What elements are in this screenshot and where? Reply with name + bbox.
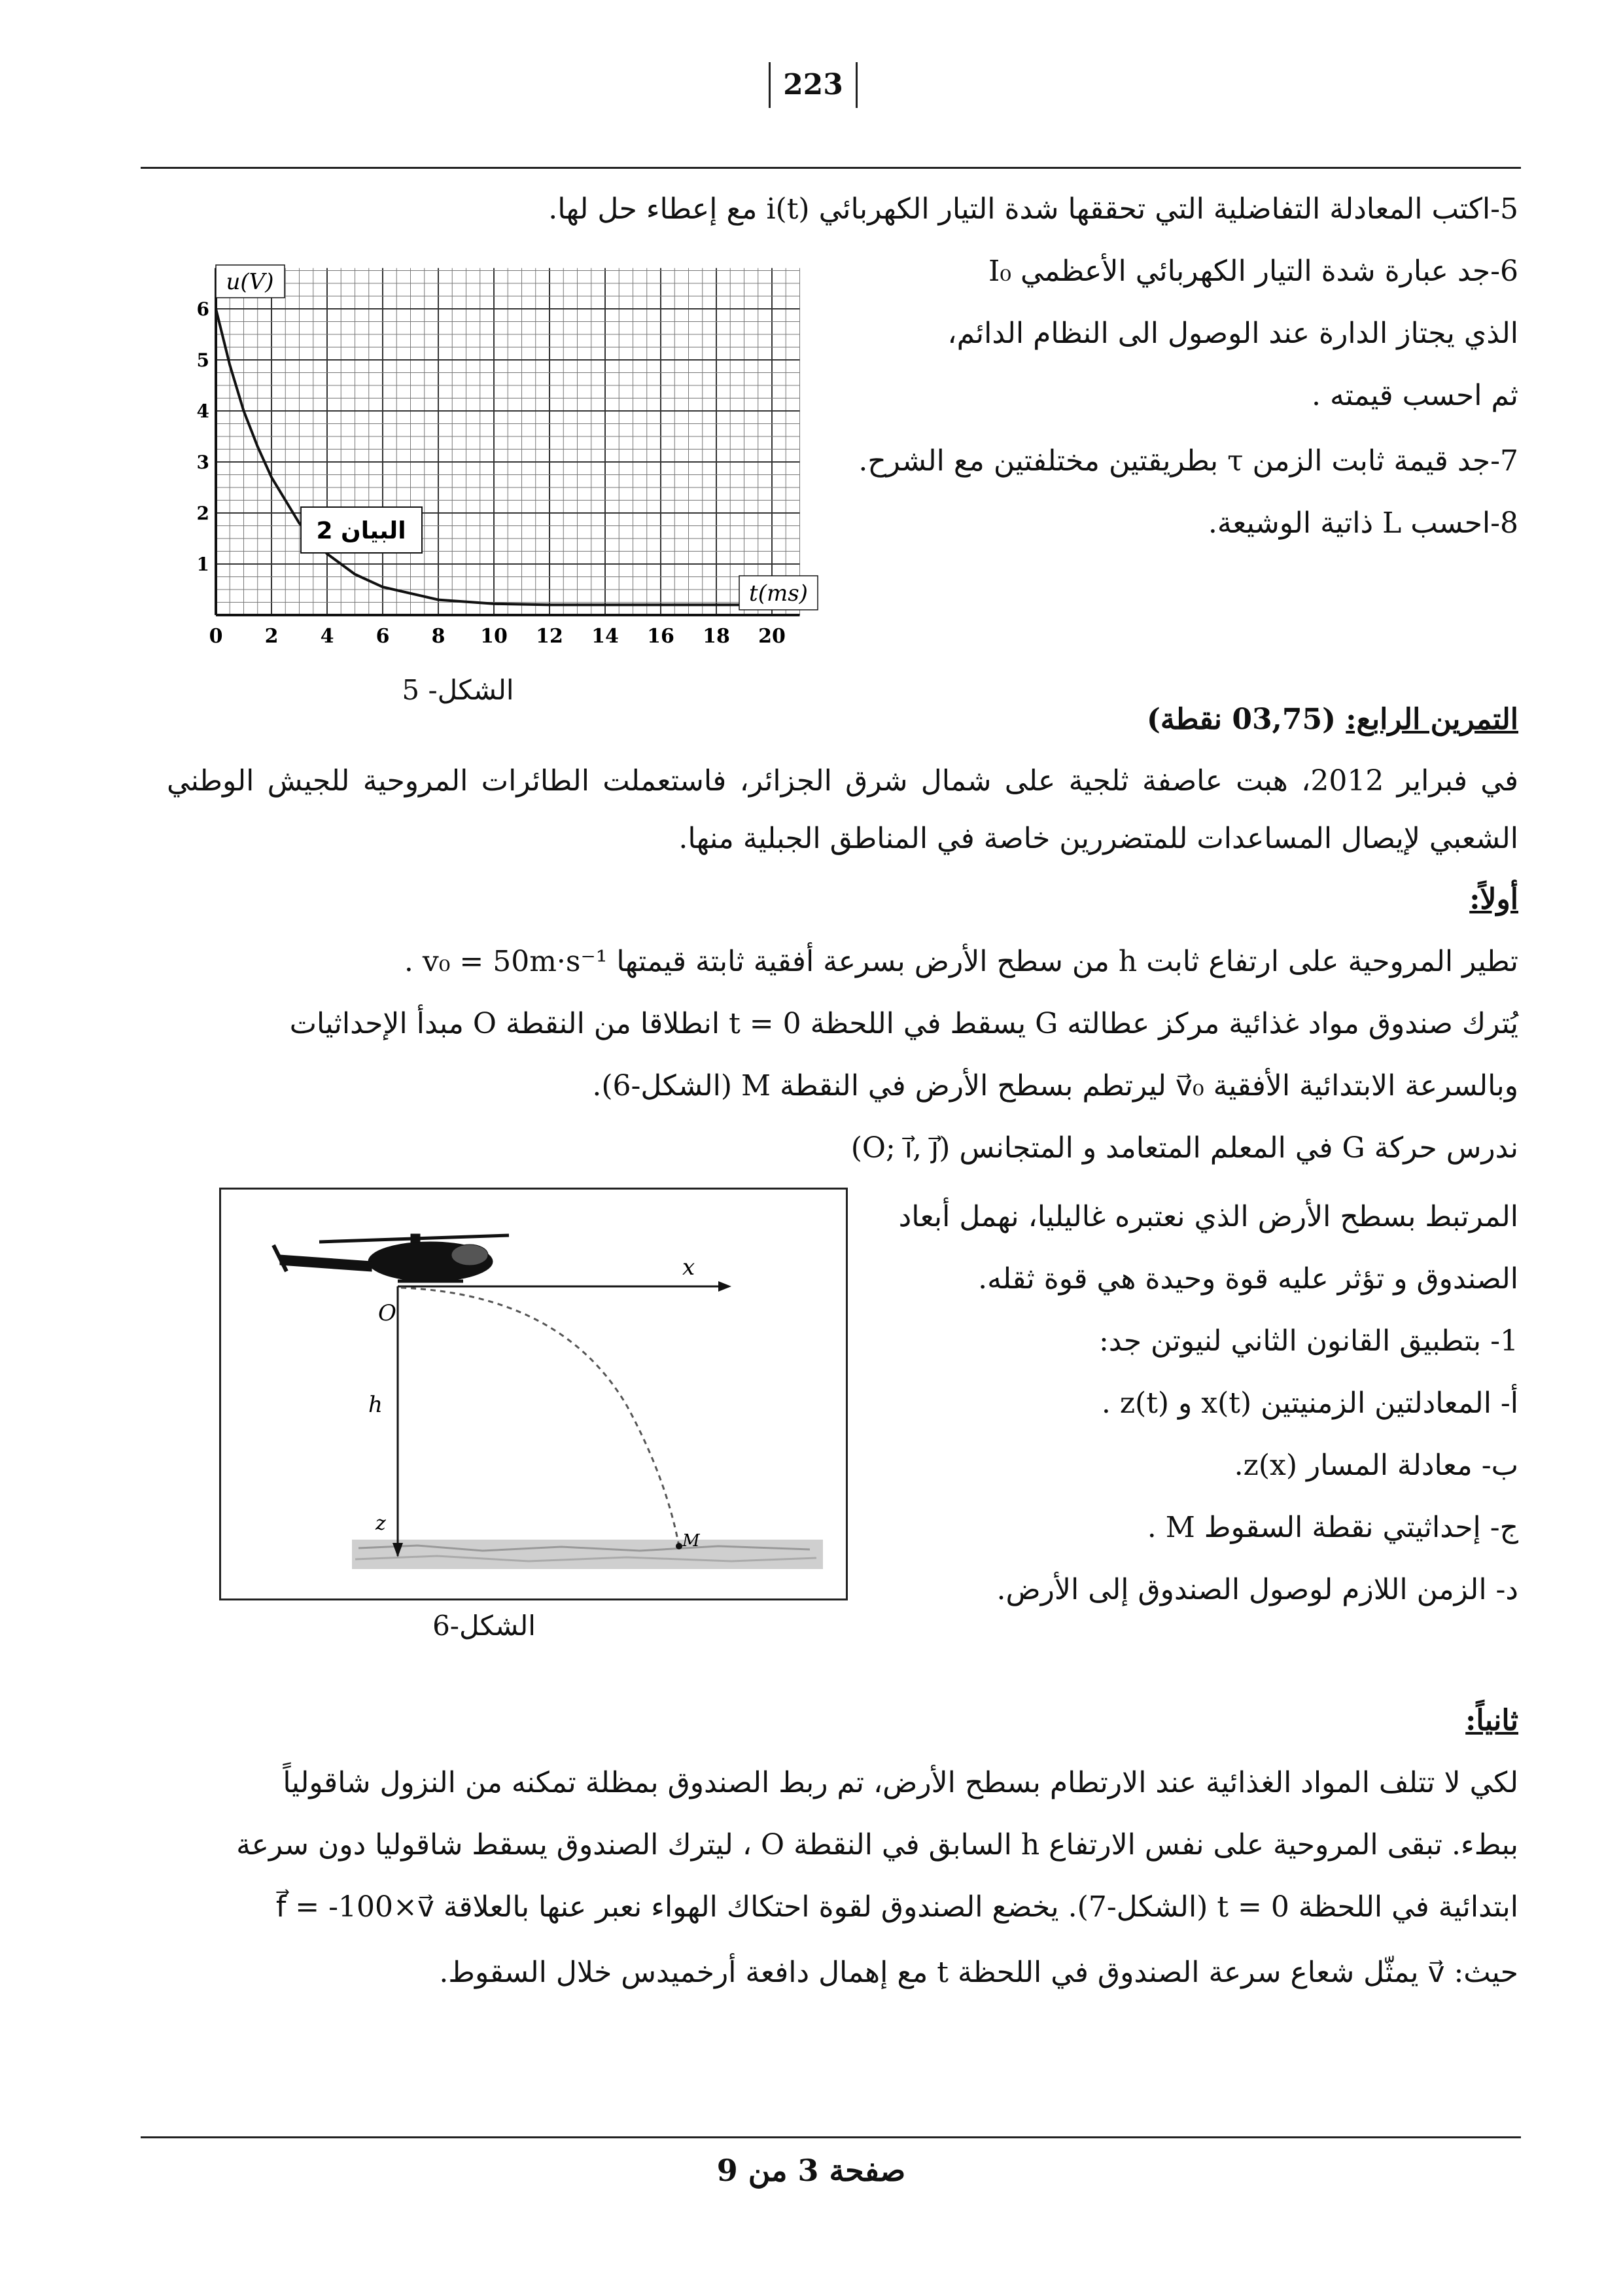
x-tick-label: 6 [375, 625, 390, 648]
x-tick-label: 0 [209, 625, 223, 648]
label-o: O [378, 1300, 396, 1326]
x-axis-arrow [718, 1281, 731, 1292]
question-1a: أ- المعادلتين الزمنيتين x(t) و z(t) . [1101, 1386, 1518, 1420]
graph-label: البيان 2 [316, 518, 406, 544]
impact-point [676, 1543, 682, 1549]
question-7: 7-جد قيمة ثابت الزمن τ بطريقتين مختلفتين مع الشرح. [858, 444, 1518, 478]
x-tick-label: 2 [264, 625, 279, 648]
top-divider [141, 167, 1521, 169]
part-2-heading: ثانياً: [1465, 1704, 1518, 1737]
question-6a: 6-جد عبارة شدة التيار الكهربائي الأعظمي I₀ [988, 255, 1518, 288]
question-1c: ج- إحداثيتي نقطة السقوط M . [1147, 1511, 1518, 1544]
y-tick-label: 2 [196, 503, 209, 524]
label-z: z [375, 1512, 386, 1535]
part-2-line-4: حيث: v⃗ يمثّل شعاع سرعة الصندوق في اللحظة t مع إهمال دافعة أرخميدس خلال السقوط. [439, 1956, 1518, 1989]
question-6b: الذي يجتاز الدارة عند الوصول الى النظام الدائم، [947, 317, 1518, 350]
part-1-line-4: ندرس حركة G في المعلم المتعامد و المتجانس (O; i⃗, j⃗) [850, 1131, 1518, 1165]
x-tick-label: 20 [758, 625, 786, 648]
part-1-line-5: المرتبط بسطح الأرض الذي نعتبره غاليليا، نهمل أبعاد [898, 1200, 1518, 1233]
y-axis-label: u(V) [226, 269, 274, 295]
x-tick-label: 8 [431, 625, 445, 648]
page-number: 223 [769, 62, 858, 108]
figure-5-graph [190, 249, 831, 667]
figure-6-caption: الشكل-6 [432, 1610, 536, 1642]
label-x: x [682, 1254, 695, 1280]
y-tick-label: 1 [196, 554, 209, 575]
part-1-line-6: الصندوق و تؤثر عليه قوة وحيدة هي قوة ثقله. [978, 1262, 1518, 1296]
question-1b: ب- معادلة المسار z(x). [1234, 1449, 1518, 1482]
x-tick-label: 12 [536, 625, 563, 648]
trajectory [401, 1288, 679, 1546]
label-h: h [368, 1392, 383, 1418]
x-axis-label: t(ms) [749, 580, 808, 607]
x-tick-label: 14 [591, 625, 619, 648]
part-1-line-3: وبالسرعة الابتدائية الأفقية v⃗₀ ليرتطم بسطح الأرض في النقطة M (الشكل-6). [592, 1069, 1518, 1103]
question-8: 8-احسب L ذاتية الوشيعة. [1208, 506, 1518, 540]
helicopter-icon [273, 1234, 509, 1282]
label-m: M [682, 1531, 700, 1551]
y-tick-label: 3 [196, 451, 209, 473]
part-1-heading: أولاً: [1469, 883, 1518, 916]
y-tick-label: 5 [196, 349, 209, 371]
part-1-line-2: يُترك صندوق مواد غذائية مركز عطالته G يسقط في اللحظة t = 0 انطلاقا من النقطة O مبدأ الإحداثيات [289, 1007, 1518, 1040]
x-tick-label: 16 [647, 625, 674, 648]
graph-grid [216, 268, 800, 615]
graph-ticks [197, 298, 786, 648]
part-2-line-1: لكي لا تتلف المواد الغذائية عند الارتطام بسطح الأرض، تم ربط الصندوق بمظلة تمكنه من النزول شاقولياً [283, 1766, 1518, 1799]
question-1d: د- الزمن اللازم لوصول الصندوق إلى الأرض. [996, 1573, 1518, 1606]
footer-page-label: صفحة 3 من 9 [716, 2153, 906, 2188]
question-6c: ثم احسب قيمته . [1312, 379, 1518, 412]
exercise-4-heading: التمرين الرابع: [1346, 703, 1518, 736]
part-1-line-1: تطير المروحية على ارتفاع ثابت h من سطح الأرض بسرعة أفقية ثابتة قيمتها v₀ = 50m·s⁻¹ . [404, 945, 1518, 978]
exercise-4-points: (03,75 نقطة) [1147, 703, 1336, 736]
x-tick-label: 4 [320, 625, 334, 648]
part-2-line-3: ابتدائية في اللحظة t = 0 (الشكل-7). يخضع الصندوق لقوة احتكاك الهواء نعبر عنها بالعلاقة f⃗ = -100×v⃗ [275, 1890, 1518, 1924]
y-tick-label: 4 [196, 400, 209, 422]
question-5: 5-اكتب المعادلة التفاضلية التي تحققها شدة التيار الكهربائي i(t) مع إعطاء حل لها. [548, 192, 1518, 226]
x-tick-label: 18 [703, 625, 730, 648]
figure-6-frame [219, 1188, 848, 1600]
figure-6-drawing [221, 1190, 846, 1598]
x-tick-label: 10 [480, 625, 508, 648]
exercise-4-intro: في فبراير 2012، هبت عاصفة ثلجية على شمال شرق الجزائر، فاستعملت الطائرات المروحية للجيش الوطني الشعبي لإيصال المساعدات للمتضررين خاصة في المناطق الجبلية منها. [167, 764, 1519, 855]
ground [352, 1540, 823, 1569]
question-1: 1- بتطبيق القانون الثاني لنيوتن جد: [1098, 1324, 1518, 1358]
exercise-4-title [1147, 700, 1518, 739]
figure-5-caption: الشكل- 5 [402, 674, 514, 706]
bottom-divider [141, 2136, 1521, 2138]
part-2-line-2: ببطء. تبقى المروحية على نفس الارتفاع h السابق في النقطة O ، ليترك الصندوق يسقط شاقوليا دون سرعة [236, 1828, 1518, 1862]
y-tick-label: 6 [196, 298, 209, 320]
